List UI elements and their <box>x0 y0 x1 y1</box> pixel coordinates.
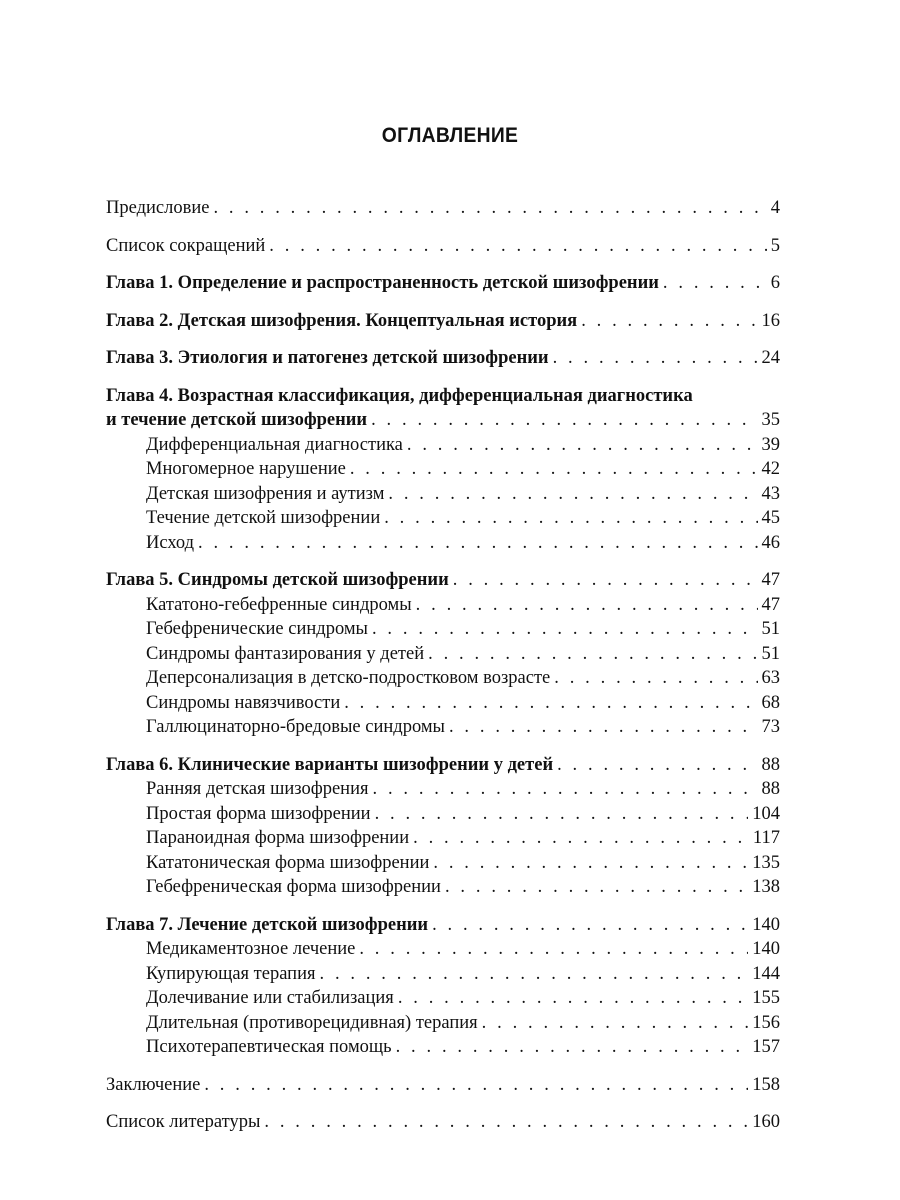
table-of-contents <box>106 196 780 1135</box>
leader-dots <box>407 433 758 458</box>
leader-dots <box>204 1073 748 1098</box>
leader-dots <box>198 531 757 556</box>
toc-entry-preface[interactable] <box>106 196 780 221</box>
toc-chapter-6[interactable] <box>106 753 780 778</box>
toc-entry-title: Детская шизофрения и аутизм <box>146 483 385 504</box>
toc-entry-title: Течение детской шизофрении <box>146 508 381 528</box>
leader-dots <box>350 457 758 482</box>
toc-entry-title: Простая форма шизофрении <box>146 803 371 824</box>
toc-subentry[interactable] <box>106 802 780 827</box>
toc-page-number: 47 <box>761 570 780 590</box>
leader-dots <box>453 568 758 593</box>
toc-page-number: 43 <box>761 483 780 504</box>
leader-dots <box>269 234 766 259</box>
toc-page-number: 117 <box>752 828 780 848</box>
toc-entry-title: Глава 7. Лечение детской шизофрении <box>106 914 429 935</box>
toc-subentry[interactable] <box>106 433 780 458</box>
toc-page-number: 39 <box>761 434 780 455</box>
toc-entry-title: Кататоническая форма шизофрении <box>146 852 430 873</box>
leader-dots <box>213 196 766 221</box>
toc-chapter-2[interactable] <box>106 309 780 334</box>
toc-chapter-4[interactable] <box>106 408 780 433</box>
toc-page-number: 68 <box>761 692 780 713</box>
toc-entry-title: Деперсонализация в детско-подростковом возрасте <box>146 668 551 688</box>
toc-subentry[interactable] <box>106 593 780 618</box>
toc-page-number: 63 <box>761 668 780 688</box>
toc-entry-title: Глава 5. Синдромы детской шизофрении <box>106 570 449 590</box>
toc-entry-title: Галлюцинаторно-бредовые синдромы <box>146 717 445 737</box>
toc-subentry[interactable] <box>106 826 780 851</box>
toc-entry-title: Список сокращений <box>106 235 266 256</box>
toc-subentry[interactable] <box>106 962 780 987</box>
leader-dots <box>413 826 749 851</box>
leader-dots <box>663 271 767 296</box>
toc-subentry[interactable] <box>106 617 780 642</box>
toc-entry-title: Ранняя детская шизофрения <box>146 779 369 799</box>
toc-entry-conclusion[interactable] <box>106 1073 780 1098</box>
toc-entry-title: Синдромы навязчивости <box>146 692 341 713</box>
toc-subentry[interactable] <box>106 666 780 691</box>
toc-subentry[interactable] <box>106 531 780 556</box>
toc-page-number: 42 <box>761 459 780 479</box>
toc-page-number: 47 <box>761 594 780 615</box>
toc-page-number: 140 <box>752 914 780 935</box>
toc-page-number: 73 <box>761 717 780 737</box>
toc-chapter-3[interactable] <box>106 346 780 371</box>
toc-chapter-7[interactable] <box>106 913 780 938</box>
toc-entry-title: Дифференциальная диагностика <box>146 434 403 455</box>
toc-page-number: 138 <box>752 877 780 897</box>
toc-page-number: 6 <box>770 273 780 293</box>
toc-page-number: 35 <box>761 410 780 430</box>
toc-entry-title: Предисловие <box>106 198 210 218</box>
toc-entry-references[interactable] <box>106 1110 780 1135</box>
toc-entry-title: Медикаментозное лечение <box>146 939 356 959</box>
leader-dots <box>371 408 757 433</box>
leader-dots <box>388 482 757 507</box>
toc-page-number: 157 <box>752 1037 780 1057</box>
leader-dots <box>554 666 757 691</box>
leader-dots <box>372 617 758 642</box>
toc-subentry[interactable] <box>106 691 780 716</box>
leader-dots <box>428 642 757 667</box>
toc-subentry[interactable] <box>106 715 780 740</box>
leader-dots <box>432 913 748 938</box>
toc-subentry[interactable] <box>106 642 780 667</box>
leader-dots <box>433 851 748 876</box>
toc-chapter-5[interactable] <box>106 568 780 593</box>
leader-dots <box>344 691 757 716</box>
leader-dots <box>557 753 757 778</box>
toc-subentry[interactable] <box>106 937 780 962</box>
toc-entry-title: Кататоно-гебефренные синдромы <box>146 594 412 615</box>
toc-page-number: 135 <box>752 852 780 873</box>
leader-dots <box>396 1035 749 1060</box>
toc-subentry[interactable] <box>106 482 780 507</box>
toc-page-number: 155 <box>752 988 780 1008</box>
toc-page-number: 140 <box>752 939 780 959</box>
toc-entry-title: Гебефренические синдромы <box>146 619 368 639</box>
toc-entry-title: Купирующая терапия <box>146 963 316 984</box>
toc-page-number: 156 <box>752 1012 780 1033</box>
toc-subentry[interactable] <box>106 1011 780 1036</box>
toc-entry-title: Синдромы фантазирования у детей <box>146 643 425 664</box>
toc-entry-title: Психотерапевтическая помощь <box>146 1037 392 1057</box>
leader-dots <box>373 777 758 802</box>
toc-page-number: 45 <box>761 508 780 528</box>
toc-page-number: 104 <box>752 803 780 824</box>
toc-subentry[interactable] <box>106 851 780 876</box>
toc-entry-title: Гебефреническая форма шизофрении <box>146 877 441 897</box>
toc-subentry[interactable] <box>106 1035 780 1060</box>
toc-page-number: 88 <box>761 779 780 799</box>
toc-subentry[interactable] <box>106 875 780 900</box>
toc-entry-title: Параноидная форма шизофрении <box>146 828 410 848</box>
toc-entry-title: Долечивание или стабилизация <box>146 988 394 1008</box>
leader-dots <box>416 593 758 618</box>
toc-entry-title: Глава 6. Клинические варианты шизофрении у детей <box>106 754 554 775</box>
toc-entry-title: Исход <box>146 532 195 553</box>
toc-entry-title: Глава 1. Определение и распространенность детской шизофрении <box>106 273 659 293</box>
leader-dots <box>445 875 748 900</box>
leader-dots <box>398 986 748 1011</box>
toc-page-number: 24 <box>761 348 780 368</box>
toc-entry-abbreviations[interactable] <box>106 234 780 259</box>
toc-page-number: 16 <box>761 310 780 331</box>
toc-entry-title: Глава 2. Детская шизофрения. Концептуальная история <box>106 310 578 331</box>
toc-page-number: 158 <box>752 1074 780 1095</box>
toc-subentry[interactable] <box>106 506 780 531</box>
toc-entry-title: Заключение <box>106 1074 201 1095</box>
toc-page-number: 51 <box>761 643 780 664</box>
leader-dots <box>320 962 749 987</box>
toc-entry-title: Многомерное нарушение <box>146 459 346 479</box>
toc-page-number: 160 <box>752 1112 780 1132</box>
leader-dots <box>581 309 757 334</box>
toc-page-number: 46 <box>761 532 780 553</box>
leader-dots <box>384 506 757 531</box>
toc-entry-title: и течение детской шизофрении <box>106 410 368 430</box>
toc-entry-title: Список литературы <box>106 1112 261 1132</box>
toc-page-number: 4 <box>770 198 780 218</box>
toc-subentry[interactable] <box>106 457 780 482</box>
toc-entry-title: Глава 3. Этиология и патогенез детской шизофрении <box>106 348 549 368</box>
toc-subentry[interactable] <box>106 986 780 1011</box>
leader-dots <box>553 346 758 371</box>
leader-dots <box>359 937 748 962</box>
leader-dots <box>264 1110 748 1135</box>
leader-dots <box>375 802 749 827</box>
toc-chapter-1[interactable] <box>106 271 780 296</box>
leader-dots <box>449 715 758 740</box>
toc-page-number: 88 <box>761 754 780 775</box>
toc-subentry[interactable] <box>106 777 780 802</box>
page-title: ОГЛАВЛЕНИЕ <box>381 124 519 147</box>
toc-entry-title: Длительная (противорецидивная) терапия <box>146 1012 478 1033</box>
toc-page-number: 51 <box>761 619 780 639</box>
toc-chapter-4-line1[interactable]: Глава 4. Возрастная классификация, дифференциальная диагностика <box>106 385 693 406</box>
leader-dots <box>482 1011 749 1036</box>
toc-page-number: 5 <box>770 235 780 256</box>
toc-page-number: 144 <box>752 963 780 984</box>
